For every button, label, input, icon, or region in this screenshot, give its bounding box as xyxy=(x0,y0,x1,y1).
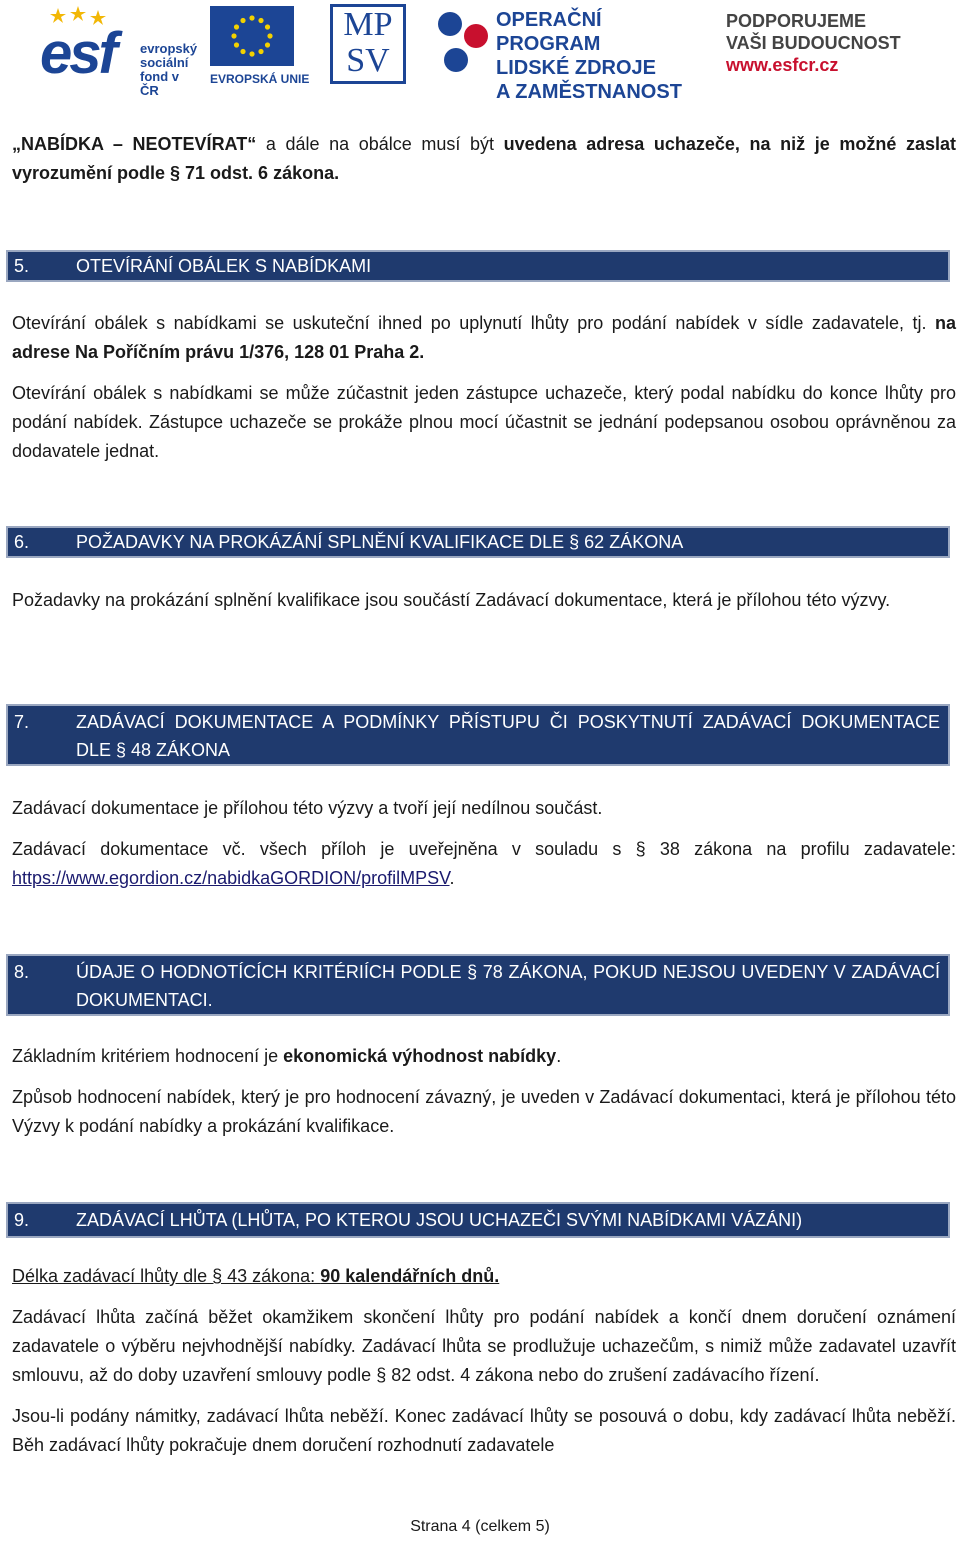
esf-text-1: evropský xyxy=(140,41,198,56)
s7-p2-a: Zadávací dokumentace vč. všech příloh je uveřejněna v souladu s § 38 zákona na profilu zadavatele: xyxy=(12,839,956,859)
esf-text-2: sociální xyxy=(140,55,189,70)
s5-p1-a: Otevírání obálek s nabídkami se uskuteční ihned po uplynutí lhůty pro podání nabídek v sídle zadavatele, tj. xyxy=(12,313,935,333)
section-9-body xyxy=(12,1262,956,1460)
s9-p1-a: Délka zadávací lhůty dle § 43 zákona: xyxy=(12,1266,321,1286)
pod-line-1: PODPORUJEME xyxy=(726,11,867,31)
section-8-title: ÚDAJE O HODNOTÍCÍCH KRITÉRIÍCH PODLE § 78 ZÁKONA, POKUD NEJSOU UVEDENY V ZADÁVACÍ DOKUMENTACI. xyxy=(76,962,940,1010)
section-8-number: 8. xyxy=(14,962,30,982)
esf-logo xyxy=(40,4,200,98)
section-7-header xyxy=(6,704,950,766)
pod-url: www.esfcr.cz xyxy=(726,55,839,75)
section-9-header xyxy=(6,1202,950,1238)
s7-paragraph-1: Zadávací dokumentace je přílohou této výzvy a tvoří její nedílnou součást. xyxy=(12,798,603,818)
s8-p1-c: . xyxy=(556,1046,562,1066)
intro xyxy=(12,130,956,188)
s8-p1-a: Základním kritériem hodnocení je xyxy=(12,1046,284,1066)
intro-text-b: a dále na obálce musí být xyxy=(256,134,504,154)
esf-text-3: fond v ČR xyxy=(140,69,179,98)
profile-link[interactable]: https://www.egordion.cz/nabidkaGORDION/profilMPSV xyxy=(12,868,450,888)
section-8-body xyxy=(12,1042,956,1141)
mpsv-bottom: SV xyxy=(346,42,390,79)
s9-p1-b: 90 kalendářních dnů. xyxy=(320,1266,500,1286)
section-7-title: ZADÁVACÍ DOKUMENTACE A PODMÍNKY PŘÍSTUPU ČI POSKYTNUTÍ ZADÁVACÍ DOKUMENTACE DLE § 48 ZÁKONA xyxy=(76,712,940,760)
s7-paragraph-2 xyxy=(12,835,956,893)
eu-text: EVROPSKÁ UNIE xyxy=(210,72,310,86)
intro-bold-c: uvedena adresa uchazeče, na niž je možné zaslat vyrozumění podle § 71 odst. 6 zákona. xyxy=(12,134,957,183)
section-7-number: 7. xyxy=(14,712,30,732)
s5-p1-b: na adrese Na Poříčním právu 1/376, 128 01 Praha 2. xyxy=(12,313,956,362)
mpsv-logo xyxy=(330,4,410,90)
s6-paragraph-1: Požadavky na prokázání splnění kvalifikace jsou součástí Zadávací dokumentace, která je přílohou této výzvy. xyxy=(12,590,891,610)
section-5-header xyxy=(6,250,950,282)
s8-paragraph-2: Způsob hodnocení nabídek, který je pro hodnocení závazný, je uveden v Zadávací dokumentaci, která je přílohou této Výzvy k podání nabídky a prokázání kvalifikace. xyxy=(12,1087,956,1136)
s8-p1-b: ekonomická výhodnost nabídky xyxy=(283,1046,557,1066)
op-line-3: A ZAMĚSTNANOST xyxy=(496,81,682,103)
section-5-title: OTEVÍRÁNÍ OBÁLEK S NABÍDKAMI xyxy=(76,256,372,276)
page-footer: Strana 4 (celkem 5) xyxy=(410,1518,550,1535)
intro-paragraph xyxy=(12,130,956,188)
esf-word: esf xyxy=(40,21,115,86)
s5-paragraph-2: Otevírání obálek s nabídkami se může zúčastnit jeden zástupce uchazeče, který podal nabídku do konce lhůty pro podání nabídek. Zástupce uchazeče se prokáže plnou mocí účastnit se jednání podepsanou osobou oprávněnou za dodavatele jednat. xyxy=(12,383,956,461)
section-6-title: POŽADAVKY NA PROKÁZÁNÍ SPLNĚNÍ KVALIFIKACE DLE § 62 ZÁKONA xyxy=(76,532,684,552)
section-6-body xyxy=(12,586,956,615)
section-6-number: 6. xyxy=(14,532,30,552)
intro-bold-a: „NABÍDKA – NEOTEVÍRAT“ xyxy=(12,134,257,154)
s5-paragraph-1 xyxy=(12,309,956,367)
section-6-header xyxy=(6,526,950,558)
podporujeme-logo xyxy=(726,10,956,90)
s9-paragraph-1 xyxy=(12,1262,956,1291)
section-7-body xyxy=(12,794,956,893)
eu-stars-icon xyxy=(210,6,294,66)
section-9-number: 9. xyxy=(14,1210,30,1230)
s7-p2-end: . xyxy=(449,868,455,888)
section-9-title: ZADÁVACÍ LHŮTA (LHŮTA, PO KTEROU JSOU UCHAZEČI SVÝMI NABÍDKAMI VÁZÁNI) xyxy=(76,1210,803,1230)
section-5-number: 5. xyxy=(14,256,30,276)
op-mark-icon xyxy=(436,10,492,82)
op-line-1: OPERAČNÍ PROGRAM xyxy=(496,9,602,55)
section-5-body xyxy=(12,309,956,466)
pod-line-2: VAŠI BUDOUCNOST xyxy=(726,33,901,53)
s9-paragraph-3: Jsou-li podány námitky, zadávací lhůta neběží. Konec zadávací lhůty se posouvá o dobu, kdy zadávací lhůta neběží. Běh zadávací lhůty pokračuje dnem doručení rozhodnutí zadavatele xyxy=(12,1406,956,1455)
op-line-2: LIDSKÉ ZDROJE xyxy=(496,57,657,79)
section-8-header xyxy=(6,954,950,1016)
op-logo xyxy=(436,8,706,103)
logo-bar xyxy=(0,0,960,103)
mpsv-top: MP xyxy=(343,6,393,43)
eu-logo xyxy=(210,6,310,90)
eu-flag xyxy=(210,6,294,66)
s9-paragraph-2: Zadávací lhůta začíná běžet okamžikem skončení lhůty pro podání nabídek a končí dnem doručení oznámení zadavatele o výběru nejvhodnější nabídky. Zadávací lhůta se prodlužuje uchazečům, s nimiž může zadavatel uzavřít smlouvu, až do doby uzavření smlouvy podle § 82 odst. 4 zákona nebo do zrušení zadávacího řízení. xyxy=(12,1307,956,1385)
s8-paragraph-1 xyxy=(12,1042,956,1071)
